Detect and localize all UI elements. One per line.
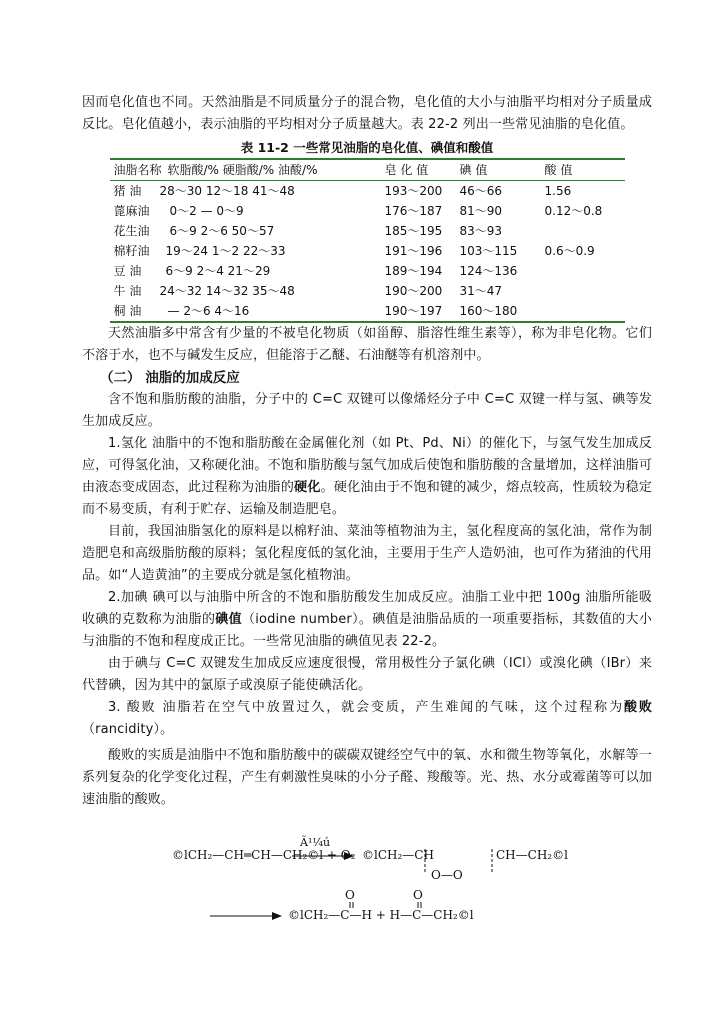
table-row <box>110 201 625 221</box>
table-header-row <box>110 160 625 181</box>
cell-oil: 蓖麻油 <box>113 204 150 218</box>
hydrogenation-text: 1.氢化 油脂中的不饱和脂肪酸在金属催化剂（如 Pt、Pd、Ni）的催化下，与氢气发生加成反应，可得氢化油，又称硬化油。不饱和脂肪酸与氢气加成后使饱和脂肪酸的含量增加，这样油脂可由液态变成固态，此过程称为油脂的 <box>82 436 652 495</box>
product-left: ©lCH₂—CH <box>362 848 434 862</box>
header-saponification: 皂 化 值 <box>384 163 429 177</box>
section-heading: （二） 油脂的加成反应 <box>100 370 240 386</box>
cell-composition: 24～32 14～32 35～48 <box>159 284 295 298</box>
term-rancidity: 酸败 <box>623 700 652 715</box>
rancidity-paragraph <box>82 697 652 741</box>
cell-saponification: 185～195 <box>384 224 443 238</box>
intro-paragraph: 因而皂化值也不同。天然油脂是不同质量分子的混合物，皂化值的大小与油脂平均相对分子质量成反比。皂化值越小，表示油脂的平均相对分子质量越大。表 22-2 列出一些常见油脂的皂化值。 <box>82 95 652 132</box>
cell-iodine: 46～66 <box>459 184 503 198</box>
cell-iodine: 83～93 <box>459 224 503 238</box>
cell-oil: 豆 油 <box>113 264 142 278</box>
cell-oil: 棉籽油 <box>113 244 150 258</box>
hydrogenation-paragraph <box>82 433 652 521</box>
unsaponifiable-paragraph: 天然油脂多中常含有少量的不被皂化物质（如甾醇、脂溶性维生素等），称为非皂化物。它们不溶于水，也不与碱发生反应，但能溶于乙醚、石油醚等有机溶剂中。 <box>82 326 652 363</box>
table-row <box>110 301 625 321</box>
rancidity-text: 3. 酸败 油脂若在空气中放置过久，就会变质，产生难闻的气味，这个过程称为 <box>108 700 624 715</box>
cell-saponification: 190～197 <box>384 304 443 318</box>
cell-composition: 28～30 12～18 41～48 <box>159 184 295 198</box>
iodine-chloride-paragraph: 由于碘与 C=C 双键发生加成反应速度很慢，常用极性分子氯化碘（ICl）或溴化碘（IBr）来代替碘，因为其中的氯原子或溴原子能使碘活化。 <box>82 656 652 693</box>
iodination-text-end: （iodine number）。碘值是油脂品质的一项重要指标，其数值的大小与油脂的不饱和程度成正比。一些常见油脂的碘值见表 22-2。 <box>82 612 652 649</box>
hydrogenation-text-end: 。硬化油由于不饱和键的减少，熔点较高，性质较为稳定而不易变质，有利于贮存、运输及制造肥皂。 <box>82 480 652 517</box>
cell-saponification: 190～200 <box>384 284 443 298</box>
cell-composition: 19～24 1～2 22～33 <box>165 244 286 258</box>
oil-values-table <box>110 158 625 323</box>
cell-saponification: 189～194 <box>384 264 443 278</box>
cell-iodine: 124～136 <box>459 264 518 278</box>
term-iodine-value: 碘值 <box>215 612 242 627</box>
cell-composition: 6～9 2～6 50～57 <box>169 224 275 238</box>
cell-iodine: 31～47 <box>459 284 503 298</box>
cell-oil: 桐 油 <box>113 304 142 318</box>
cell-saponification: 176～187 <box>384 204 443 218</box>
arrow-label: Ã¹¹⁄₄ú <box>300 836 331 849</box>
rancidity-mechanism-paragraph: 酸败的实质是油脂中不饱和脂肪酸中的碳碳双键经空气中的氧、水和微生物等氧化，水解等一系列复杂的化学变化过程，产生有刺激性臭味的小分子醛、羧酸等。光、热、水分或霉菌等可以加速油脂的酸败。 <box>82 748 652 807</box>
cell-composition: 6～9 2～4 21～29 <box>165 264 271 278</box>
document-body <box>82 92 652 811</box>
rancidity-text-end: （rancidity）。 <box>82 722 174 737</box>
hydrogenation-use-paragraph: 目前，我国油脂氢化的原料是以棉籽油、菜油等植物油为主，氢化程度高的氢化油，常作为制造肥皂和高级脂肪酸的原料；氢化程度低的氢化油，主要用于生产人造奶油，也可作为猪油的代用品。如“人造黄油”的主要成分就是氢化植物油。 <box>82 524 652 583</box>
cell-oil: 牛 油 <box>113 284 142 298</box>
cell-oil: 花生油 <box>113 224 150 238</box>
carbonyl-oxygen-2: O <box>413 888 423 902</box>
term-hardening: 硬化 <box>294 480 321 495</box>
cell-saponification: 191～196 <box>384 244 443 258</box>
cell-iodine: 160～180 <box>459 304 518 318</box>
header-oil-name: 油脂名称 <box>113 163 162 177</box>
cell-acid: 0.12～0.8 <box>544 204 603 218</box>
cell-iodine: 81～90 <box>459 204 503 218</box>
product-right: CH—CH₂©l <box>496 848 568 862</box>
table-row <box>110 261 625 281</box>
table-row <box>110 241 625 261</box>
addition-paragraph: 含不饱和脂肪酸的油脂，分子中的 C=C 双键可以像烯烃分子中 C=C 双键一样与氢、碘等发生加成反应。 <box>82 392 652 429</box>
cell-iodine: 103～115 <box>459 244 518 258</box>
table-row <box>110 181 625 201</box>
header-fatty-acids: 软脂酸/% 硬脂酸/% 油酸/% <box>167 163 318 177</box>
peroxide-ring: O—O <box>431 868 463 882</box>
iodination-text: 2.加碘 碘可以与油脂中所含的不饱和脂肪酸发生加成反应。油脂工业中把 100g 油脂所能吸收碘的克数称为油脂的 <box>82 590 652 627</box>
carbonyl-oxygen-1: O <box>345 888 355 902</box>
cell-saponification: 193～200 <box>384 184 443 198</box>
cell-composition: — 2～6 4～16 <box>167 304 250 318</box>
header-acid: 酸 值 <box>544 163 573 177</box>
iodination-paragraph <box>82 587 652 653</box>
table-row <box>110 281 625 301</box>
table-row <box>110 221 625 241</box>
cell-composition: 0～2 — 0～9 <box>169 204 244 218</box>
cell-oil: 猪 油 <box>113 184 142 198</box>
header-iodine: 碘 值 <box>459 163 488 177</box>
reactant: ©lCH₂—CH═CH—CH₂©l + O₂ <box>172 848 356 862</box>
cell-acid: 0.6～0.9 <box>544 244 595 258</box>
table-caption: 表 11-2 一些常见油脂的皂化值、碘值和酸值 <box>240 140 494 155</box>
cell-acid: 1.56 <box>544 184 572 198</box>
products-aldehydes: ©lCH₂—C—H + H—C—CH₂©l <box>288 908 474 922</box>
oxidation-equation <box>82 832 652 932</box>
